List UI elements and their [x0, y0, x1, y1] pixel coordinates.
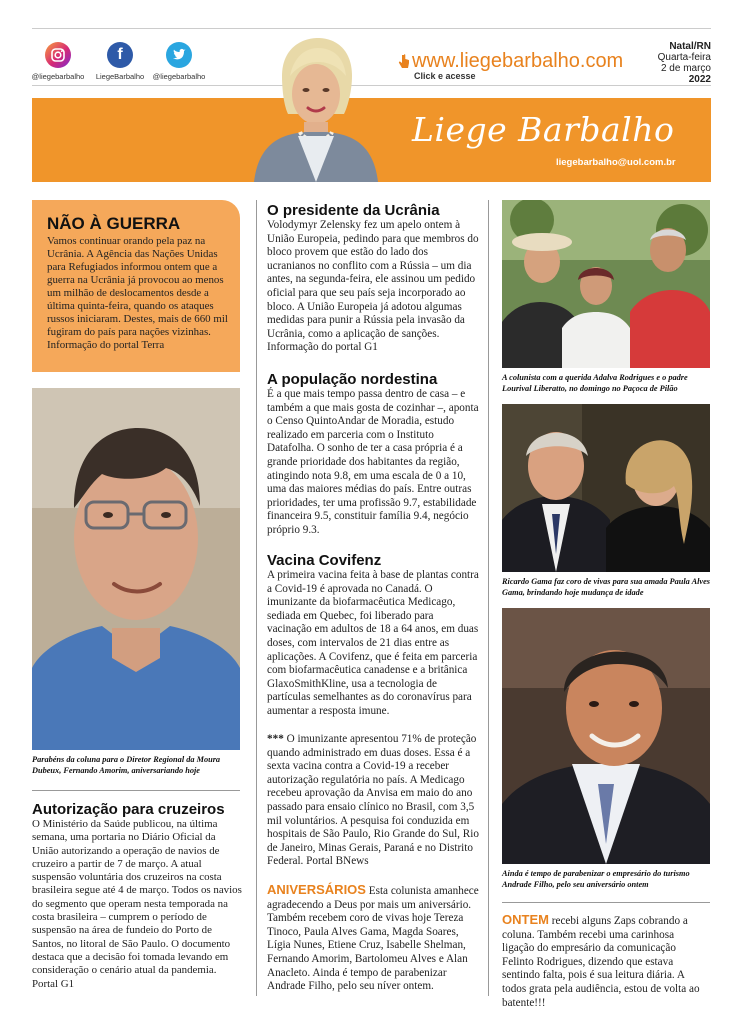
left-divider [32, 790, 240, 791]
social-twitter[interactable] [150, 42, 208, 81]
columnist-group-photo [502, 200, 710, 368]
dateline-date: 2 de março [660, 63, 711, 74]
instagram-handle: @liegebarbalho [31, 72, 85, 81]
dateline [658, 41, 711, 85]
social-instagram[interactable] [30, 42, 86, 81]
war-text: Vamos continuar orando pela paz na Ucrânia. A Agência das Nações Unidas para Refugiados informou ontem que a guerra na Ucrânia já provocou ao menos um milhão de deslocamentos desde a última quinta-feira, quando os ataques russos iniciaram. Destes, mais de 660 mil fugiram do país para nações vizinhas. Informação do portal Terra [47, 235, 228, 351]
facebook-icon: f [107, 42, 133, 68]
dateline-city: Natal/RN [669, 41, 711, 52]
dateline-weekday: Quarta-feira [657, 52, 711, 63]
ontem-paragraph [502, 913, 708, 1010]
cruise-title: Autorização para cruzeiros [32, 801, 225, 818]
population-title: A população nordestina [267, 371, 438, 388]
vaccine-text-continued [267, 733, 479, 869]
group-photo-caption: A colunista com a querida Adalva Rodrigues e o padre Lourival Liberatto, no domingo no Paçoca de Pilão [502, 373, 688, 393]
andrade-photo-caption: Ainda é tempo de parabenizar o empresário do turismo Andrade Filho, pelo seu aniversário ontem [502, 869, 690, 889]
fernando-photo-caption: Parabéns da coluna para o Diretor Regional da Moura Dubeux, Fernando Amorim, aniversariando hoje [32, 755, 221, 775]
ontem-label: ONTEM [502, 912, 549, 927]
columnist-name: Liege Barbalho [412, 110, 675, 149]
vaccine-stars: *** [267, 733, 284, 745]
vaccine-title: Vacina Covifenz [267, 552, 382, 569]
president-text: Volodymyr Zelensky fez um apelo ontem à União Europeia, pedindo para que membros do bloco provem que estão do lado dos ucranianos no conflito com a Rússia – um dia antes, na segunda-feira, ele assinou um pedido oficial para que seu país seja incorporado ao bloco. A União Europeia já adotou algumas medidas para punir a Rússia pela invasão da Ucrânia, como a aplicação de sanções. Informação do portal G1 [267, 219, 479, 354]
andrade-filho-photo [502, 608, 710, 864]
ricardo-photo-caption: Ricardo Gama faz coro de vivas para sua amada Paula Alves Gama, brindando hoje mudança de idade [502, 577, 711, 597]
column-rule-2 [488, 200, 489, 996]
birthday-paragraph [267, 883, 479, 994]
columnist-portrait [246, 36, 386, 182]
columnist-email[interactable]: liegebarbalho@uol.com.br [556, 157, 676, 168]
ontem-text: recebi alguns Zaps cobrando a coluna. Também recebi uma carinhosa ligação do empresário da comunicação Felinto Rodrigues, dizendo que estava sentindo falta, pois é sua leitura diária. A todos grata pela audiência, estou de volta ao batente!!! [502, 915, 700, 1009]
president-title: O presidente da Ucrânia [267, 202, 440, 219]
twitter-icon [166, 42, 192, 68]
cursor-hand-icon [398, 54, 410, 70]
fernando-amorim-photo [32, 388, 240, 750]
population-text: É a que mais tempo passa dentro de casa – e também a que mais gosta de cozinhar –, aponta o Censo QuintoAndar de Moradia, estudo realizado em parceria com o Instituto Datafolha. O sonho de ter a casa própria é a grande prioridade dos habitantes da região, atingindo nota 9.8, em uma escala de 0 a 10, uma das maiores médias do país. Entre outras prioridades, ter uma profissão 9.7, estabilidade financeira 9.5, constituir família 9.4, negócio próprio 9.3. [267, 388, 479, 536]
vaccine-text: A primeira vacina feita à base de plantas contra a Covid-19 é aprovada no Canadá. O imunizante da biofarmacêutica Medicago, sediada em Quebec, foi liberado para vacinação em adultos de 18 a 64 anos, em duas doses, com intervalos de 21 dias entre as aplicações. A Covifenz, que é feita em parceria com biofarmacêutica canadense e a britânica GlaxoSmithKline, usa a tecnologia de partículas semelhantes as do coronavírus para aumentar a resposta imune. [267, 569, 479, 717]
birthday-text: Esta colunista amanhece agradecendo a Deus por mais um aniversário. Também recebem coro de vivas hoje Tereza Tinoco, Paula Alves Gama, Magda Soares, Lígia Nunes, Etiene Cruz, Isabelle Shelman, Fernando Amorim, Bartolomeu Alves e Alan Anacleto. Ainda é tempo de parabenizar Andrade Filho, pelo seu níver ontem. [267, 885, 479, 993]
website-url: www.liegebarbalho.com [412, 50, 624, 72]
vaccine-text-2: O imunizante apresentou 71% de proteção quando administrado em duas doses. Essa é a sexta vacina contra a Covid-19 a receber autorização regulatória no país. A Medicago recebeu aprovação da Anvisa em maio do ano passado para ensaio clínico no Brasil, com 3,5 mil voluntários. A pesquisa foi conduzida em hospitais de São Paulo, Rio Grande do Sul, Rio de Janeiro, Minas Gerais, Paraná e no Distrito Federal. Portal BNews [267, 733, 479, 868]
ricardo-paula-photo [502, 404, 710, 572]
birthday-label: ANIVERSÁRIOS [267, 882, 366, 897]
right-divider [502, 902, 710, 903]
social-facebook[interactable] [92, 42, 148, 81]
click-text: Click e acesse [414, 71, 476, 81]
dateline-year: 2022 [688, 74, 711, 85]
twitter-handle: @liegebarbalho [152, 72, 206, 81]
cruise-text: O Ministério da Saúde publicou, na última semana, uma portaria no Diário Oficial da União autorizando a operação de navios de cruzeiro a partir de 7 de março. A atual suspensão voluntária dos cruzeiros na costa brasileira segue até 4 de março. Todos os navios do segmento que operam nesta temporada na costa brasileira – cumprem o período de suspensão na área de fundeio do Porto de Santos, no litoral de São Paulo. O documento destaca que a decisão foi tomada levando em consideração o cenário atual da pandemia. Portal G1 [32, 818, 242, 990]
instagram-icon [45, 42, 71, 68]
column-rule-1 [256, 200, 257, 996]
header-top-rule [32, 28, 711, 29]
war-title: NÃO À GUERRA [47, 214, 181, 233]
facebook-handle: LiegeBarbalho [95, 72, 145, 81]
